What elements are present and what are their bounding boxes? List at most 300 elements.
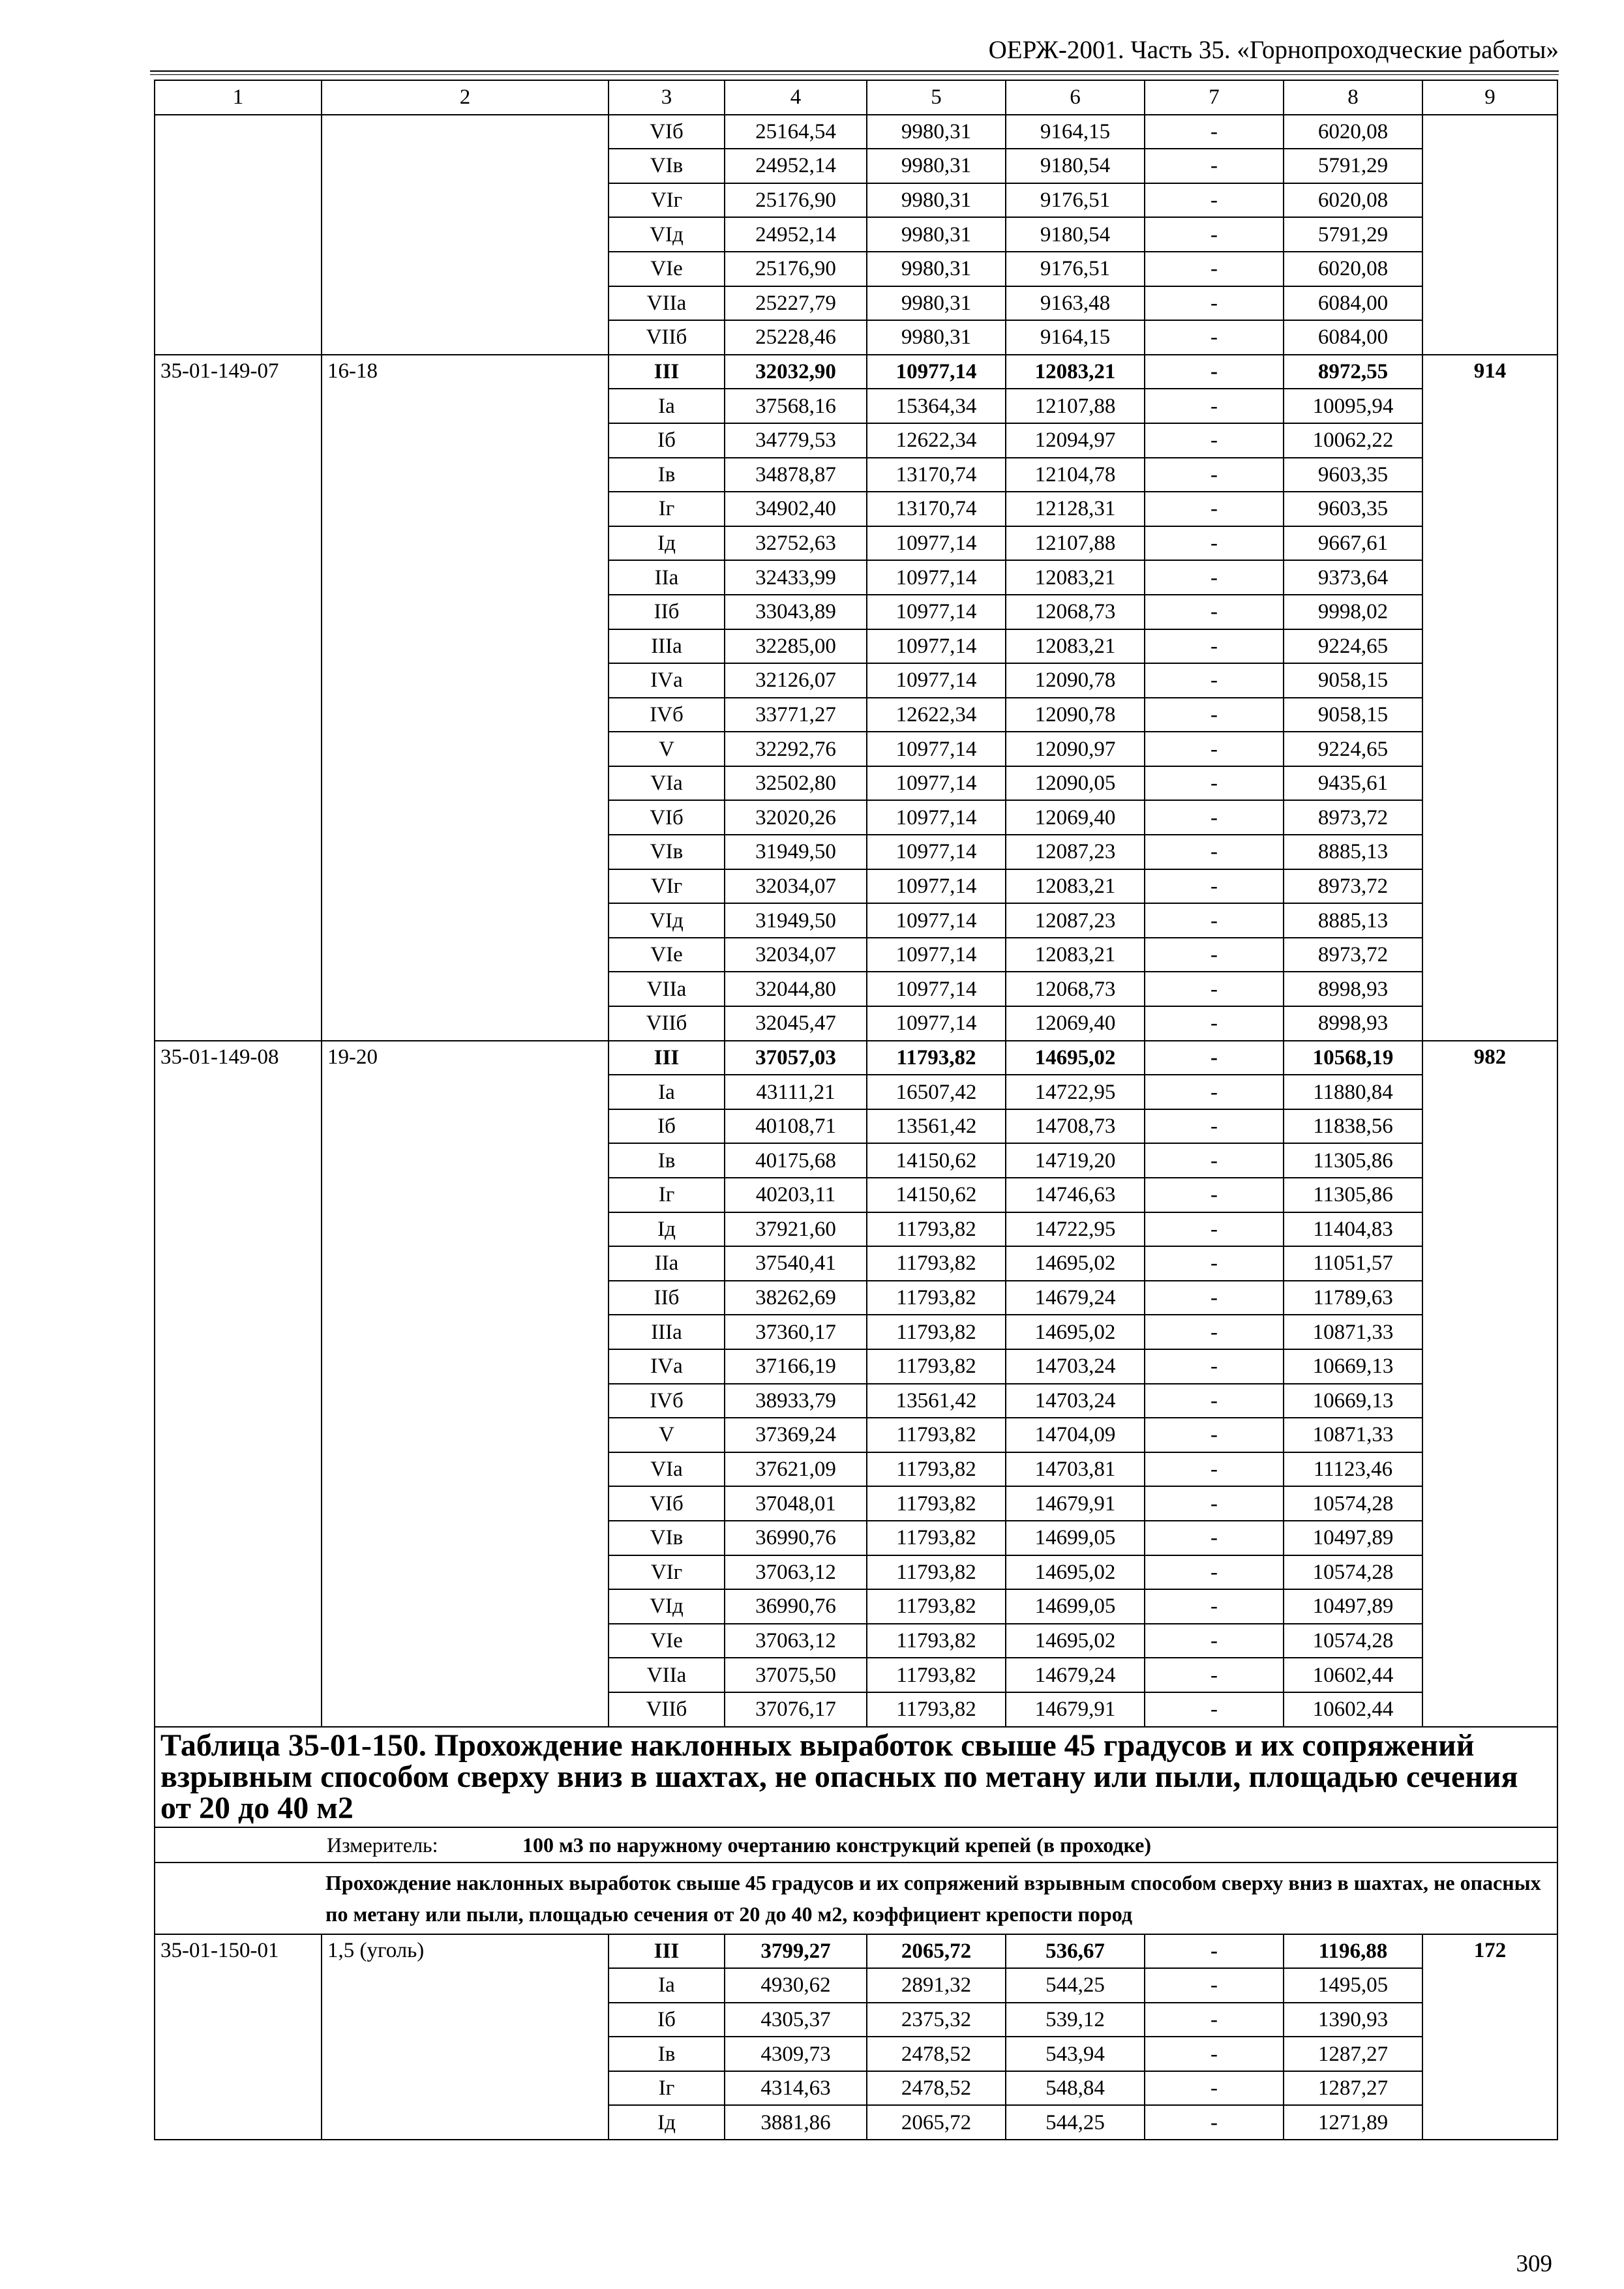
cost-value: 9980,31 xyxy=(867,149,1006,183)
cost-value: - xyxy=(1145,835,1284,869)
cost-value: 10977,14 xyxy=(867,526,1006,561)
description-spacer xyxy=(155,1863,322,1934)
cost-value: 12090,97 xyxy=(1006,732,1145,766)
price-zone: Iг xyxy=(609,1178,725,1212)
price-zone: Iб xyxy=(609,2003,725,2037)
cost-value: 13561,42 xyxy=(867,1109,1006,1144)
cost-value: 10977,14 xyxy=(867,355,1006,389)
cost-value: - xyxy=(1145,938,1284,972)
cost-value: 43111,21 xyxy=(725,1075,867,1109)
cost-value: - xyxy=(1145,1521,1284,1555)
col-num: 9 xyxy=(1422,80,1557,115)
cost-value: 37621,09 xyxy=(725,1452,867,1487)
cost-value: 9667,61 xyxy=(1284,526,1422,561)
cost-value: - xyxy=(1145,1486,1284,1521)
cost-value: 11838,56 xyxy=(1284,1109,1422,1144)
cost-value: 10574,28 xyxy=(1284,1624,1422,1658)
labor-cost: 982 xyxy=(1422,1041,1557,1727)
cost-value: 2478,52 xyxy=(867,2071,1006,2106)
cost-value: 8973,72 xyxy=(1284,869,1422,904)
cost-value: 33771,27 xyxy=(725,698,867,732)
cost-value: 12087,23 xyxy=(1006,903,1145,938)
cost-value: - xyxy=(1145,869,1284,904)
cost-value: - xyxy=(1145,1968,1284,2003)
table-title: Таблица 35-01-150. Прохождение наклонных выработок свыше 45 градусов и их сопряжений взрывным способом сверху вниз в шахтах, не опасных по метану или пыли, площадью сечения от 20 до 40 м2 xyxy=(155,1727,1557,1827)
price-zone: Iв xyxy=(609,458,725,492)
cost-value: 12068,73 xyxy=(1006,595,1145,629)
cost-value: - xyxy=(1145,492,1284,526)
cost-value: 36990,76 xyxy=(725,1521,867,1555)
cost-value: 536,67 xyxy=(1006,1934,1145,1969)
cost-value: - xyxy=(1145,698,1284,732)
cost-value: 38933,79 xyxy=(725,1384,867,1418)
col-num: 8 xyxy=(1284,80,1422,115)
cost-value: 13170,74 xyxy=(867,492,1006,526)
cost-value: - xyxy=(1145,1384,1284,1418)
cost-value: - xyxy=(1145,1075,1284,1109)
cost-value: 10977,14 xyxy=(867,903,1006,938)
cost-value: 10977,14 xyxy=(867,938,1006,972)
cost-value: 32292,76 xyxy=(725,732,867,766)
cost-value: 12622,34 xyxy=(867,698,1006,732)
price-zone: VIд xyxy=(609,217,725,252)
cost-value: 4309,73 xyxy=(725,2037,867,2071)
cost-value: 12128,31 xyxy=(1006,492,1145,526)
cost-value: 37568,16 xyxy=(725,389,867,423)
cost-value: 11880,84 xyxy=(1284,1075,1422,1109)
cost-value: 37360,17 xyxy=(725,1315,867,1349)
price-zone: VIд xyxy=(609,1589,725,1624)
cost-value: 8885,13 xyxy=(1284,835,1422,869)
cost-value: 6020,08 xyxy=(1284,183,1422,218)
cost-value: 34902,40 xyxy=(725,492,867,526)
price-zone: V xyxy=(609,1418,725,1452)
cost-value: 12622,34 xyxy=(867,423,1006,458)
cost-value: - xyxy=(1145,217,1284,252)
rate-code: 35-01-149-08 xyxy=(155,1041,322,1727)
price-zone: III xyxy=(609,355,725,389)
cost-value: 10568,19 xyxy=(1284,1041,1422,1075)
cost-value: 37369,24 xyxy=(725,1418,867,1452)
cost-value: - xyxy=(1145,1349,1284,1384)
price-zone: VIIб xyxy=(609,1006,725,1041)
cost-value: 12083,21 xyxy=(1006,629,1145,664)
header-rule-thin xyxy=(150,74,1559,75)
price-zone: VIIб xyxy=(609,1692,725,1727)
price-zone: IVб xyxy=(609,1384,725,1418)
cost-value: 10977,14 xyxy=(867,972,1006,1006)
price-zone: IIIа xyxy=(609,629,725,664)
cost-value: 10574,28 xyxy=(1284,1486,1422,1521)
cost-value: 10977,14 xyxy=(867,869,1006,904)
cost-value: - xyxy=(1145,1178,1284,1212)
cost-value: 11123,46 xyxy=(1284,1452,1422,1487)
cost-value: 14150,62 xyxy=(867,1143,1006,1178)
price-zone: IIа xyxy=(609,1246,725,1281)
cost-value: 32285,00 xyxy=(725,629,867,664)
cost-value: - xyxy=(1145,115,1284,149)
cost-value: 14703,81 xyxy=(1006,1452,1145,1487)
cost-value: - xyxy=(1145,732,1284,766)
cost-value: 14699,05 xyxy=(1006,1521,1145,1555)
column-number-row xyxy=(155,80,1557,115)
price-zone: VIе xyxy=(609,252,725,286)
cost-value: 14719,20 xyxy=(1006,1143,1145,1178)
cost-value: - xyxy=(1145,252,1284,286)
cost-value: 9176,51 xyxy=(1006,252,1145,286)
cost-value: 9176,51 xyxy=(1006,183,1145,218)
cost-value: - xyxy=(1145,458,1284,492)
cost-value: 8998,93 xyxy=(1284,972,1422,1006)
rate-code xyxy=(155,115,322,355)
cost-value: 10574,28 xyxy=(1284,1555,1422,1590)
price-zone: IIа xyxy=(609,560,725,595)
cost-value: 12083,21 xyxy=(1006,560,1145,595)
measure-cell xyxy=(322,1827,1557,1863)
cost-value: 13170,74 xyxy=(867,458,1006,492)
cost-value: 11793,82 xyxy=(867,1486,1006,1521)
cost-value: - xyxy=(1145,1006,1284,1041)
labor-cost: 914 xyxy=(1422,355,1557,1041)
cost-value: 9180,54 xyxy=(1006,217,1145,252)
cost-value: 37048,01 xyxy=(725,1486,867,1521)
cost-value: 14695,02 xyxy=(1006,1315,1145,1349)
cost-value: 11793,82 xyxy=(867,1624,1006,1658)
cost-value: 9163,48 xyxy=(1006,286,1145,321)
price-zone: Iб xyxy=(609,423,725,458)
running-header: ОЕРЖ-2001. Часть 35. «Горнопроходческие работы» xyxy=(988,36,1559,64)
cost-value: 9058,15 xyxy=(1284,698,1422,732)
cost-value: 9224,65 xyxy=(1284,629,1422,664)
cost-value: 12104,78 xyxy=(1006,458,1145,492)
cost-value: 14679,24 xyxy=(1006,1281,1145,1315)
cost-value: 37057,03 xyxy=(725,1041,867,1075)
cost-value: 548,84 xyxy=(1006,2071,1145,2106)
cost-value: 36990,76 xyxy=(725,1589,867,1624)
cost-value: 14703,24 xyxy=(1006,1384,1145,1418)
cost-value: 12090,05 xyxy=(1006,766,1145,801)
cost-value: - xyxy=(1145,320,1284,355)
cost-value: 40175,68 xyxy=(725,1143,867,1178)
cost-value: - xyxy=(1145,2105,1284,2140)
cost-value: 9980,31 xyxy=(867,183,1006,218)
price-zone: Iд xyxy=(609,1212,725,1247)
cost-value: - xyxy=(1145,2003,1284,2037)
cost-value: 11051,57 xyxy=(1284,1246,1422,1281)
cost-value: 25228,46 xyxy=(725,320,867,355)
price-zone: Iб xyxy=(609,1109,725,1144)
cost-value: 25176,90 xyxy=(725,252,867,286)
cost-value: 9164,15 xyxy=(1006,320,1145,355)
cost-value: - xyxy=(1145,1315,1284,1349)
cost-value: 25227,79 xyxy=(725,286,867,321)
cost-value: - xyxy=(1145,2071,1284,2106)
cost-value: 6084,00 xyxy=(1284,286,1422,321)
labor-cost: 172 xyxy=(1422,1934,1557,2140)
cost-value: 37076,17 xyxy=(725,1692,867,1727)
price-table xyxy=(154,80,1558,2140)
cost-value: 2478,52 xyxy=(867,2037,1006,2071)
cost-value: 11793,82 xyxy=(867,1452,1006,1487)
page-number: 309 xyxy=(1516,2251,1552,2277)
cost-value: 32752,63 xyxy=(725,526,867,561)
cost-value: 9603,35 xyxy=(1284,492,1422,526)
cost-value: 10977,14 xyxy=(867,560,1006,595)
cost-value: 14150,62 xyxy=(867,1178,1006,1212)
cost-value: 2065,72 xyxy=(867,2105,1006,2140)
cost-value: 11404,83 xyxy=(1284,1212,1422,1247)
cost-value: - xyxy=(1145,1589,1284,1624)
cost-value: 12087,23 xyxy=(1006,835,1145,869)
cost-value: 2891,32 xyxy=(867,1968,1006,2003)
cost-value: 10062,22 xyxy=(1284,423,1422,458)
cost-value: - xyxy=(1145,1658,1284,1692)
cost-value: 12107,88 xyxy=(1006,389,1145,423)
col-num: 3 xyxy=(609,80,725,115)
price-zone: IIIа xyxy=(609,1315,725,1349)
cost-value: 9058,15 xyxy=(1284,663,1422,698)
table-row xyxy=(155,1041,1557,1075)
cost-value: 31949,50 xyxy=(725,835,867,869)
cost-value: - xyxy=(1145,903,1284,938)
cost-value: 9373,64 xyxy=(1284,560,1422,595)
measure-spacer xyxy=(155,1827,322,1863)
rate-parameter xyxy=(322,115,609,355)
cost-value: 9435,61 xyxy=(1284,766,1422,801)
price-zone: Iд xyxy=(609,526,725,561)
cost-value: 10602,44 xyxy=(1284,1692,1422,1727)
cost-value: 31949,50 xyxy=(725,903,867,938)
cost-value: - xyxy=(1145,663,1284,698)
price-zone: VIIа xyxy=(609,1658,725,1692)
cost-value: 34779,53 xyxy=(725,423,867,458)
price-zone: Iд xyxy=(609,2105,725,2140)
price-zone: VIв xyxy=(609,1521,725,1555)
cost-value: - xyxy=(1145,1246,1284,1281)
cost-value: 25176,90 xyxy=(725,183,867,218)
cost-value: - xyxy=(1145,1109,1284,1144)
cost-value: 37075,50 xyxy=(725,1658,867,1692)
cost-value: - xyxy=(1145,1041,1284,1075)
cost-value: 14695,02 xyxy=(1006,1246,1145,1281)
cost-value: - xyxy=(1145,972,1284,1006)
cost-value: 10497,89 xyxy=(1284,1521,1422,1555)
price-zone: IVа xyxy=(609,1349,725,1384)
labor-cost xyxy=(1422,115,1557,355)
price-zone: IIб xyxy=(609,1281,725,1315)
cost-value: 12090,78 xyxy=(1006,698,1145,732)
cost-value: 4305,37 xyxy=(725,2003,867,2037)
cost-value: 14679,24 xyxy=(1006,1658,1145,1692)
cost-value: 2375,32 xyxy=(867,2003,1006,2037)
measure-value: 100 м3 по наружному очертанию конструкций крепей (в проходке) xyxy=(522,1833,1152,1857)
cost-value: 9980,31 xyxy=(867,115,1006,149)
price-zone: Iа xyxy=(609,1968,725,2003)
cost-value: 38262,69 xyxy=(725,1281,867,1315)
cost-value: 37166,19 xyxy=(725,1349,867,1384)
cost-value: 10977,14 xyxy=(867,766,1006,801)
cost-value: 40108,71 xyxy=(725,1109,867,1144)
cost-value: 24952,14 xyxy=(725,149,867,183)
cost-value: 6020,08 xyxy=(1284,115,1422,149)
cost-value: 11793,82 xyxy=(867,1555,1006,1590)
price-zone: VIIа xyxy=(609,972,725,1006)
cost-value: - xyxy=(1145,286,1284,321)
header-rule xyxy=(150,70,1559,72)
cost-value: 10669,13 xyxy=(1284,1349,1422,1384)
cost-value: - xyxy=(1145,1624,1284,1658)
cost-value: 14746,63 xyxy=(1006,1178,1145,1212)
cost-value: 32034,07 xyxy=(725,869,867,904)
col-num: 5 xyxy=(867,80,1006,115)
cost-value: 37063,12 xyxy=(725,1624,867,1658)
cost-value: 9998,02 xyxy=(1284,595,1422,629)
cost-value: 9164,15 xyxy=(1006,115,1145,149)
rate-parameter: 16-18 xyxy=(322,355,609,1041)
cost-value: 11793,82 xyxy=(867,1246,1006,1281)
cost-value: 12090,78 xyxy=(1006,663,1145,698)
cost-value: 37540,41 xyxy=(725,1246,867,1281)
cost-value: 11793,82 xyxy=(867,1418,1006,1452)
price-zone: VIе xyxy=(609,938,725,972)
cost-value: 8973,72 xyxy=(1284,938,1422,972)
cost-value: 11793,82 xyxy=(867,1658,1006,1692)
price-zone: IVа xyxy=(609,663,725,698)
cost-value: 11793,82 xyxy=(867,1212,1006,1247)
cost-value: 9224,65 xyxy=(1284,732,1422,766)
cost-value: 11793,82 xyxy=(867,1281,1006,1315)
cost-value: 32045,47 xyxy=(725,1006,867,1041)
cost-value: 32044,80 xyxy=(725,972,867,1006)
cost-value: 12083,21 xyxy=(1006,869,1145,904)
cost-value: 12083,21 xyxy=(1006,355,1145,389)
cost-value: 2065,72 xyxy=(867,1934,1006,1969)
cost-value: 10977,14 xyxy=(867,629,1006,664)
cost-value: 10977,14 xyxy=(867,835,1006,869)
cost-value: - xyxy=(1145,389,1284,423)
cost-value: 1287,27 xyxy=(1284,2071,1422,2106)
cost-value: 37063,12 xyxy=(725,1555,867,1590)
price-zone: IVб xyxy=(609,698,725,732)
col-num: 1 xyxy=(155,80,322,115)
cost-value: 10497,89 xyxy=(1284,1589,1422,1624)
price-zone: III xyxy=(609,1041,725,1075)
price-zone: VIг xyxy=(609,1555,725,1590)
cost-value: 4314,63 xyxy=(725,2071,867,2106)
col-num: 6 xyxy=(1006,80,1145,115)
cost-value: - xyxy=(1145,183,1284,218)
cost-value: 9980,31 xyxy=(867,217,1006,252)
cost-value: 16507,42 xyxy=(867,1075,1006,1109)
cost-value: 5791,29 xyxy=(1284,149,1422,183)
cost-value: 1271,89 xyxy=(1284,2105,1422,2140)
cost-value: 10602,44 xyxy=(1284,1658,1422,1692)
table-title-row xyxy=(155,1727,1557,1827)
cost-value: 14695,02 xyxy=(1006,1624,1145,1658)
cost-value: 11793,82 xyxy=(867,1589,1006,1624)
price-zone: VIIа xyxy=(609,286,725,321)
cost-value: 13561,42 xyxy=(867,1384,1006,1418)
cost-value: 8998,93 xyxy=(1284,1006,1422,1041)
cost-value: - xyxy=(1145,1281,1284,1315)
cost-value: 24952,14 xyxy=(725,217,867,252)
cost-value: 11789,63 xyxy=(1284,1281,1422,1315)
price-zone: VIб xyxy=(609,800,725,835)
cost-value: 34878,87 xyxy=(725,458,867,492)
cost-value: 6020,08 xyxy=(1284,252,1422,286)
price-zone: VIа xyxy=(609,766,725,801)
cost-value: 10871,33 xyxy=(1284,1315,1422,1349)
price-zone: Iг xyxy=(609,2071,725,2106)
cost-value: 12068,73 xyxy=(1006,972,1145,1006)
price-zone: Iв xyxy=(609,2037,725,2071)
cost-value: 14679,91 xyxy=(1006,1486,1145,1521)
rate-code: 35-01-150-01 xyxy=(155,1934,322,2140)
cost-value: 11793,82 xyxy=(867,1521,1006,1555)
cost-value: 12083,21 xyxy=(1006,938,1145,972)
cost-value: 4930,62 xyxy=(725,1968,867,2003)
cost-value: 32433,99 xyxy=(725,560,867,595)
col-num: 2 xyxy=(322,80,609,115)
cost-value: 539,12 xyxy=(1006,2003,1145,2037)
price-zone: III xyxy=(609,1934,725,1969)
price-zone: VIе xyxy=(609,1624,725,1658)
cost-value: 14704,09 xyxy=(1006,1418,1145,1452)
measure-label: Измеритель: xyxy=(327,1833,438,1857)
cost-value: 3799,27 xyxy=(725,1934,867,1969)
cost-value: 11793,82 xyxy=(867,1315,1006,1349)
cost-value: 8973,72 xyxy=(1284,800,1422,835)
cost-value: 8885,13 xyxy=(1284,903,1422,938)
cost-value: - xyxy=(1145,1692,1284,1727)
cost-value: 37921,60 xyxy=(725,1212,867,1247)
cost-value: 10977,14 xyxy=(867,800,1006,835)
table-body xyxy=(155,80,1557,2140)
table-row xyxy=(155,115,1557,149)
cost-value: 3881,86 xyxy=(725,2105,867,2140)
cost-value: 14679,91 xyxy=(1006,1692,1145,1727)
cost-value: - xyxy=(1145,560,1284,595)
cost-value: 14722,95 xyxy=(1006,1212,1145,1247)
cost-value: - xyxy=(1145,766,1284,801)
price-zone: VIд xyxy=(609,903,725,938)
cost-value: 32502,80 xyxy=(725,766,867,801)
rate-parameter: 1,5 (уголь) xyxy=(322,1934,609,2140)
cost-value: - xyxy=(1145,1418,1284,1452)
cost-value: - xyxy=(1145,1555,1284,1590)
cost-value: 9980,31 xyxy=(867,252,1006,286)
cost-value: 32034,07 xyxy=(725,938,867,972)
cost-value: - xyxy=(1145,526,1284,561)
cost-value: 14695,02 xyxy=(1006,1041,1145,1075)
cost-value: 11305,86 xyxy=(1284,1178,1422,1212)
cost-value: 10871,33 xyxy=(1284,1418,1422,1452)
cost-value: 11305,86 xyxy=(1284,1143,1422,1178)
cost-value: 8972,55 xyxy=(1284,355,1422,389)
cost-value: 1495,05 xyxy=(1284,1968,1422,2003)
price-zone: VIа xyxy=(609,1452,725,1487)
price-zone: VIв xyxy=(609,149,725,183)
cost-value: 14695,02 xyxy=(1006,1555,1145,1590)
cost-value: - xyxy=(1145,595,1284,629)
cost-value: 12094,97 xyxy=(1006,423,1145,458)
col-num: 7 xyxy=(1145,80,1284,115)
cost-value: 544,25 xyxy=(1006,1968,1145,2003)
price-zone: VIб xyxy=(609,115,725,149)
table-row xyxy=(155,355,1557,389)
price-zone: VIб xyxy=(609,1486,725,1521)
cost-value: 33043,89 xyxy=(725,595,867,629)
